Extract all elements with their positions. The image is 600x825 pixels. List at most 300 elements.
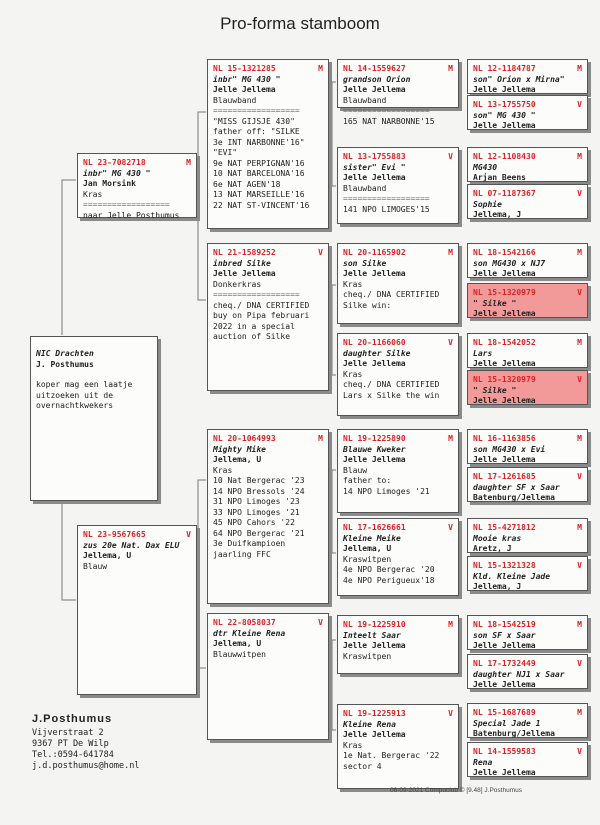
ring-prefix: NL xyxy=(473,747,483,756)
pigeon-name: Sophie xyxy=(473,199,502,209)
pigeon-name: Special Jade 1 xyxy=(473,718,541,728)
great-grandparents-card[interactable] xyxy=(337,615,459,674)
pigeon-name: daughter SF x Saar xyxy=(473,482,560,492)
ring-number xyxy=(213,434,276,445)
ring-number xyxy=(473,375,536,386)
owner-name: Jelle Jellema xyxy=(343,173,406,182)
sex-marker: M xyxy=(577,338,582,347)
pigeon-name: " Silke " xyxy=(473,298,517,308)
ring-number xyxy=(473,472,536,483)
ring-number xyxy=(473,189,536,200)
sex-marker: M xyxy=(448,620,453,629)
gen4-card[interactable] xyxy=(467,615,588,650)
owner-name: Jelle Jellema xyxy=(473,396,536,405)
pigeon-name: son SF x Saar xyxy=(473,630,536,640)
ring-number-row xyxy=(473,375,582,386)
subject-owner: J. Posthumus xyxy=(36,359,94,369)
ring-prefix: NL xyxy=(83,158,93,167)
owner-name: Jellema, J xyxy=(473,210,522,219)
pigeon-name: inbred Silke xyxy=(213,258,271,268)
pedigree-note-line: ================== xyxy=(343,106,430,115)
ring-prefix: NL xyxy=(473,620,483,629)
sex-marker: V xyxy=(577,288,582,297)
owner-name: Batenburg/Jellema xyxy=(473,729,555,738)
sex-marker: M xyxy=(577,523,582,532)
ring-code: 19-1225890 xyxy=(357,434,406,443)
pigeon-name: dtr Kleine Rena xyxy=(213,628,286,638)
ring-code: 23-9567665 xyxy=(97,530,146,539)
pedigree-note-line: jaarling FFC xyxy=(213,549,271,559)
subject-notes xyxy=(36,380,152,412)
ring-prefix: NL xyxy=(473,64,483,73)
pedigree-note-line: 13 NAT MARSEILLE'16 xyxy=(213,190,305,199)
great-grandparents-card[interactable] xyxy=(337,704,459,789)
ring-prefix: NL xyxy=(473,100,483,109)
pedigree-note-line: 10 Nat Bergerac '23 xyxy=(213,476,305,485)
ring-prefix: NL xyxy=(343,338,353,347)
feather-color: Blauwwitpen xyxy=(213,649,266,659)
ring-prefix: NL xyxy=(343,434,353,443)
sex-marker: V xyxy=(577,561,582,570)
ring-number xyxy=(473,64,536,75)
pigeon-name: " Silke " xyxy=(473,385,517,395)
feather-color: Kras xyxy=(343,740,363,750)
owner-name: Jellema, U xyxy=(83,551,132,560)
breeder-name: J.Posthumus xyxy=(32,713,113,725)
pedigree-note-line: 3e INT NARBONNE'16" xyxy=(213,137,305,147)
ring-number-row xyxy=(473,189,582,200)
pedigree-note-line: "MISS GIJSJE 430" xyxy=(213,116,295,126)
ring-number xyxy=(473,100,536,111)
ring-prefix: NL xyxy=(473,434,483,443)
ring-prefix: NL xyxy=(473,708,483,717)
ring-prefix: NL xyxy=(473,472,483,481)
breeder-phone: Tel.:0594-641784 xyxy=(32,750,114,760)
pedigree-note-line: 6e NAT AGEN'18 xyxy=(213,179,281,189)
ring-number xyxy=(473,708,536,719)
sex-marker: V xyxy=(577,747,582,756)
ring-prefix: NL xyxy=(343,248,353,257)
gen4-card[interactable] xyxy=(467,742,588,777)
pigeon-name: son" MG 430 " xyxy=(473,110,536,120)
sex-marker: V xyxy=(318,248,323,257)
ring-number-row xyxy=(473,472,582,483)
ring-number xyxy=(473,288,536,299)
gen4-card[interactable] xyxy=(467,654,588,689)
owner-name: Jelle Jellema xyxy=(343,455,406,464)
ring-number-row xyxy=(473,100,582,111)
ring-code: 13-1755883 xyxy=(357,152,406,161)
ring-number-row xyxy=(473,152,582,163)
great-grandparents-card[interactable] xyxy=(337,147,459,224)
pedigree-note-line: 14 NPO Limoges '21 xyxy=(343,486,430,496)
subject-note-line: uitzoeken uit de xyxy=(36,390,114,400)
great-grandparents-card[interactable] xyxy=(337,59,459,126)
ring-code: 19-1225913 xyxy=(357,709,406,718)
ring-code: 20-1064993 xyxy=(227,434,276,443)
ring-prefix: NL xyxy=(343,709,353,718)
ring-number-row xyxy=(83,530,191,541)
owner-name: Jelle Jellema xyxy=(473,359,536,368)
ring-number xyxy=(473,248,536,259)
ring-number-row xyxy=(343,434,453,445)
breeder-email[interactable]: j.d.posthumus@home.nl xyxy=(32,761,140,771)
pedigree-note-line: 3e Duifkampioen xyxy=(213,539,286,548)
ring-number-row xyxy=(83,158,191,169)
ring-prefix: NL xyxy=(473,523,483,532)
ring-code: 17-1261685 xyxy=(487,472,536,481)
ring-number-row xyxy=(343,620,453,631)
ring-number-row xyxy=(473,64,582,75)
sex-marker: M xyxy=(577,152,582,161)
ring-code: 13-1755750 xyxy=(487,100,536,109)
ring-number xyxy=(83,530,146,541)
pedigree-note-line: ================== xyxy=(213,106,300,115)
ring-number-row xyxy=(213,64,323,75)
owner-name: Jelle Jellema xyxy=(473,455,536,464)
pigeon-name: zus 20e Nat. Dax ELU xyxy=(83,540,180,550)
owner-name: Jelle Jellema xyxy=(343,641,406,650)
gen4-card[interactable] xyxy=(467,518,588,553)
ring-prefix: NL xyxy=(343,620,353,629)
owner-name: Jelle Jellema xyxy=(473,680,536,689)
pedigree-note-line: cheq./ DNA CERTIFIED xyxy=(343,290,440,299)
pedigree-note-line: 14 NPO Bressols '24 xyxy=(213,486,305,496)
ring-code: 17-1626661 xyxy=(357,523,406,532)
gen4-card[interactable] xyxy=(467,184,588,219)
ring-code: 18-1542052 xyxy=(487,338,536,347)
ring-number-row xyxy=(343,338,453,349)
owner-name: Batenburg/Jellema xyxy=(473,493,555,502)
page-title: Pro-forma stamboom xyxy=(220,14,380,33)
sex-marker: M xyxy=(448,434,453,443)
gen4-card[interactable] xyxy=(467,703,588,738)
ring-prefix: NL xyxy=(473,288,483,297)
sex-marker: M xyxy=(577,620,582,629)
ring-number xyxy=(83,158,146,169)
feather-color: Kraswitpen xyxy=(343,554,392,564)
gen4-card[interactable] xyxy=(467,283,588,318)
ring-number-row xyxy=(473,338,582,349)
sex-marker: M xyxy=(186,158,191,167)
ring-code: 16-1163856 xyxy=(487,434,536,443)
grandparents-card[interactable] xyxy=(207,59,329,229)
pedigree-note-line: 4e NPO Perigueux'18 xyxy=(343,575,435,585)
ring-prefix: NL xyxy=(213,64,223,73)
pedigree-note-line: 4e NPO Bergerac '20 xyxy=(343,565,435,574)
ring-number xyxy=(343,523,406,534)
sex-marker: M xyxy=(318,64,323,73)
pigeon-name: Kleine Meike xyxy=(343,533,401,543)
ring-code: 15-1320979 xyxy=(487,288,536,297)
ring-prefix: NL xyxy=(83,530,93,539)
sex-marker: M xyxy=(577,434,582,443)
ring-prefix: NL xyxy=(473,189,483,198)
owner-name: Jellema, U xyxy=(213,455,262,464)
ring-prefix: NL xyxy=(473,375,483,384)
pigeon-name: Kld. Kleine Jade xyxy=(473,571,551,581)
sex-marker: V xyxy=(448,338,453,347)
subject-name: NIC Drachten xyxy=(36,349,94,358)
owner-name: Jellema, J xyxy=(473,582,522,591)
ring-prefix: NL xyxy=(343,523,353,532)
pigeon-name: Inteelt Saar xyxy=(343,630,401,640)
ring-code: 15-1321285 xyxy=(227,64,276,73)
gen4-card[interactable] xyxy=(467,95,588,130)
owner-name: Jelle Jellema xyxy=(343,85,406,94)
ring-number xyxy=(213,64,276,75)
ring-code: 07-1187367 xyxy=(487,189,536,198)
sex-marker: V xyxy=(577,100,582,109)
pigeon-name: Rena xyxy=(473,757,493,767)
ring-number-row xyxy=(473,434,582,445)
ring-code: 20-1165902 xyxy=(357,248,406,257)
ring-code: 18-1542519 xyxy=(487,620,536,629)
feather-color: Kraswitpen xyxy=(343,651,392,661)
pigeon-name: inbr" MG 430 " xyxy=(213,74,281,84)
sex-marker: V xyxy=(577,472,582,481)
ring-number-row xyxy=(343,248,453,259)
sex-marker: M xyxy=(448,64,453,73)
sex-marker: M xyxy=(577,64,582,73)
pigeon-name: daughter Silke xyxy=(343,348,411,358)
ring-number xyxy=(213,618,276,629)
pedigree-note-line: father to: xyxy=(343,476,392,485)
sex-marker: V xyxy=(577,189,582,198)
pedigree-note-line: 141 NPO LIMOGES'15 xyxy=(343,204,430,214)
pigeon-name: son Silke xyxy=(343,258,387,268)
great-grandparents-card[interactable] xyxy=(337,429,459,513)
owner-name: Aretz, J xyxy=(473,544,512,553)
pigeon-name: sister" Evi " xyxy=(343,162,406,172)
ring-code: 20-1166060 xyxy=(357,338,406,347)
owner-name: Jelle Jellema xyxy=(343,269,406,278)
pigeon-name: grandson Orion xyxy=(343,74,411,84)
ring-code: 15-1687689 xyxy=(487,708,536,717)
sex-marker: V xyxy=(448,709,453,718)
ring-code: 15-1321328 xyxy=(487,561,536,570)
ring-prefix: NL xyxy=(213,434,223,443)
breeder-address: Vijverstraat 2 xyxy=(32,728,104,738)
ring-code: 21-1589252 xyxy=(227,248,276,257)
great-grandparents-card[interactable] xyxy=(337,518,459,596)
owner-name: Jelle Jellema xyxy=(473,768,536,777)
subject-pigeon-card[interactable] xyxy=(30,336,158,501)
gen4-card[interactable] xyxy=(467,429,588,464)
pigeon-name: son MG430 x NJ7 xyxy=(473,258,546,268)
pedigree-note-line: 1e Nat. Bergerac '22 xyxy=(343,751,440,760)
ring-number xyxy=(473,434,536,445)
pedigree-note-line: auction of Silke xyxy=(213,332,291,341)
breeder-city: 9367 PT De Wilp xyxy=(32,739,109,749)
feather-color: Blauwband xyxy=(213,95,257,105)
ring-prefix: NL xyxy=(343,64,353,73)
ring-code: 15-4271812 xyxy=(487,523,536,532)
feather-color: Blauwband xyxy=(343,95,387,105)
ring-number xyxy=(473,620,536,631)
pigeon-name: daughter NJ1 x Saar xyxy=(473,669,565,679)
pedigree-note-line: ================== xyxy=(83,200,170,209)
grandparents-card[interactable] xyxy=(207,613,329,740)
pedigree-note-line: 33 NPO Limoges '21 xyxy=(213,507,300,517)
ring-prefix: NL xyxy=(473,659,483,668)
ring-number xyxy=(343,709,406,720)
parents-card[interactable] xyxy=(77,153,197,218)
ring-number-row xyxy=(213,248,323,259)
ring-number xyxy=(473,152,536,163)
feather-color: Kras xyxy=(343,279,363,289)
pigeon-name: MG430 xyxy=(473,162,498,172)
owner-name: Jelle Jellema xyxy=(473,641,536,650)
ring-number xyxy=(343,434,406,445)
ring-code: 17-1732449 xyxy=(487,659,536,668)
pedigree-note-line: 165 NAT NARBONNE'15 xyxy=(343,116,435,126)
owner-name: Jelle Jellema xyxy=(343,359,406,368)
ring-code: 14-1559583 xyxy=(487,747,536,756)
pedigree-note-line: 22 NAT ST-VINCENT'16 xyxy=(213,200,310,210)
pedigree-note-line: cheq./ DNA CERTIFIED xyxy=(213,300,310,310)
ring-number-row xyxy=(213,618,323,629)
pigeon-name: Blauwe Kweker xyxy=(343,444,406,454)
subject-note-line: overnachtkwekers xyxy=(36,401,114,410)
feather-color: Blauwband xyxy=(343,183,387,193)
ring-number-row xyxy=(473,620,582,631)
owner-name: Jelle Jellema xyxy=(473,269,536,278)
owner-name: Jelle Jellema xyxy=(473,121,536,130)
pedigree-note-line: sector 4 xyxy=(343,761,382,771)
ring-number-row xyxy=(213,434,323,445)
ring-number xyxy=(343,248,406,259)
grandparents-card[interactable] xyxy=(207,243,329,391)
gen4-card[interactable] xyxy=(467,467,588,502)
ring-code: 15-1320979 xyxy=(487,375,536,384)
print-footer: 06-09-2021 Compuclub © [9.48] J.Posthumus xyxy=(390,787,522,794)
ring-number xyxy=(473,747,536,758)
pedigree-note-line: ================== xyxy=(343,194,430,203)
ring-code: 14-1559627 xyxy=(357,64,406,73)
grandparents-card[interactable] xyxy=(207,429,329,604)
pedigree-note-line: 64 NPO Bergerac '21 xyxy=(213,528,305,538)
ring-prefix: NL xyxy=(213,248,223,257)
ring-code: 19-1225910 xyxy=(357,620,406,629)
owner-name: Jelle Jellema xyxy=(473,309,536,318)
ring-prefix: NL xyxy=(473,561,483,570)
pigeon-name: son MG430 x Evi xyxy=(473,444,546,454)
gen4-card[interactable] xyxy=(467,59,588,94)
ring-number xyxy=(473,338,536,349)
subject-note-line: koper mag een laatje xyxy=(36,380,133,389)
pedigree-note-line: naar Jelle Posthumus xyxy=(83,210,180,220)
gen4-card[interactable] xyxy=(467,556,588,591)
ring-number xyxy=(343,620,406,631)
ring-number-row xyxy=(473,659,582,670)
pedigree-note-line: 45 NPO Cahors '22 xyxy=(213,518,295,527)
pedigree-note-line: father off: "SILKE xyxy=(213,127,300,136)
owner-name: Jan Morsink xyxy=(83,179,136,188)
pedigree-note-line: 31 NPO Limoges '23 xyxy=(213,497,300,506)
ring-prefix: NL xyxy=(473,248,483,257)
sex-marker: V xyxy=(318,618,323,627)
ring-code: 12-1184787 xyxy=(487,64,536,73)
owner-name: Jelle Jellema xyxy=(473,85,536,94)
breeder-info xyxy=(32,714,139,772)
ring-number-row xyxy=(343,709,453,720)
great-grandparents-card[interactable] xyxy=(337,333,459,416)
gen4-card[interactable] xyxy=(467,370,588,405)
feather-color: Blauw xyxy=(83,561,108,571)
ring-number-row xyxy=(343,523,453,534)
sex-marker: M xyxy=(318,434,323,443)
feather-color: Kras xyxy=(343,369,363,379)
ring-number-row xyxy=(473,288,582,299)
ring-prefix: NL xyxy=(343,152,353,161)
ring-number-row xyxy=(473,523,582,534)
ring-number-row xyxy=(473,747,582,758)
ring-number xyxy=(213,248,276,259)
pedigree-note-line: 9e NAT PERPIGNAN'16 xyxy=(213,158,305,168)
ring-code: 18-1542166 xyxy=(487,248,536,257)
feather-color: Blauw xyxy=(343,465,368,475)
ring-number-row xyxy=(473,708,582,719)
sex-marker: V xyxy=(577,659,582,668)
gen4-card[interactable] xyxy=(467,333,588,368)
ring-number xyxy=(343,64,406,75)
owner-name: Jellema, U xyxy=(343,544,392,553)
ring-code: 23-7082718 xyxy=(97,158,146,167)
owner-name: Jelle Jellema xyxy=(343,730,406,739)
sex-marker: V xyxy=(448,523,453,532)
sex-marker: M xyxy=(577,708,582,717)
feather-color: Kras xyxy=(83,189,103,199)
ring-number-row xyxy=(343,64,453,75)
pigeon-name: Lars xyxy=(473,348,493,358)
pedigree-note-line: buy on Pipa februari xyxy=(213,311,310,320)
sex-marker: M xyxy=(448,248,453,257)
great-grandparents-card[interactable] xyxy=(337,243,459,324)
ring-prefix: NL xyxy=(473,338,483,347)
sex-marker: V xyxy=(577,375,582,384)
ring-prefix: NL xyxy=(213,618,223,627)
pigeon-name: inbr" MG 430 " xyxy=(83,168,151,178)
owner-name: Arjan Beens xyxy=(473,173,526,182)
sex-marker: M xyxy=(577,248,582,257)
pigeon-name: Mighty Mike xyxy=(213,444,266,454)
ring-code: 12-1108430 xyxy=(487,152,536,161)
ring-number xyxy=(343,152,406,163)
pedigree-note-line: Silke win: xyxy=(343,300,392,310)
pedigree-note-line: ================== xyxy=(213,290,300,299)
feather-color: Donkerkras xyxy=(213,279,262,289)
owner-name: Jelle Jellema xyxy=(213,85,276,94)
pedigree-note-line: "EVI" xyxy=(213,148,238,157)
ring-code: 22-8058037 xyxy=(227,618,276,627)
pigeon-name: Kleine Rena xyxy=(343,719,396,729)
ring-number-row xyxy=(473,561,582,572)
ring-number-row xyxy=(473,248,582,259)
gen4-card[interactable] xyxy=(467,147,588,182)
pigeon-name: Mooie kras xyxy=(473,533,522,543)
owner-name: Jellema, U xyxy=(213,639,262,648)
gen4-card[interactable] xyxy=(467,243,588,278)
sex-marker: V xyxy=(448,152,453,161)
ring-number xyxy=(473,659,536,670)
parents-card[interactable] xyxy=(77,525,197,695)
pedigree-note-line: cheq./ DNA CERTIFIED xyxy=(343,380,440,389)
pigeon-name: son" Orion x Mirna" xyxy=(473,74,565,84)
feather-color: Kras xyxy=(213,465,233,475)
ring-number-row xyxy=(343,152,453,163)
sex-marker: V xyxy=(186,530,191,539)
